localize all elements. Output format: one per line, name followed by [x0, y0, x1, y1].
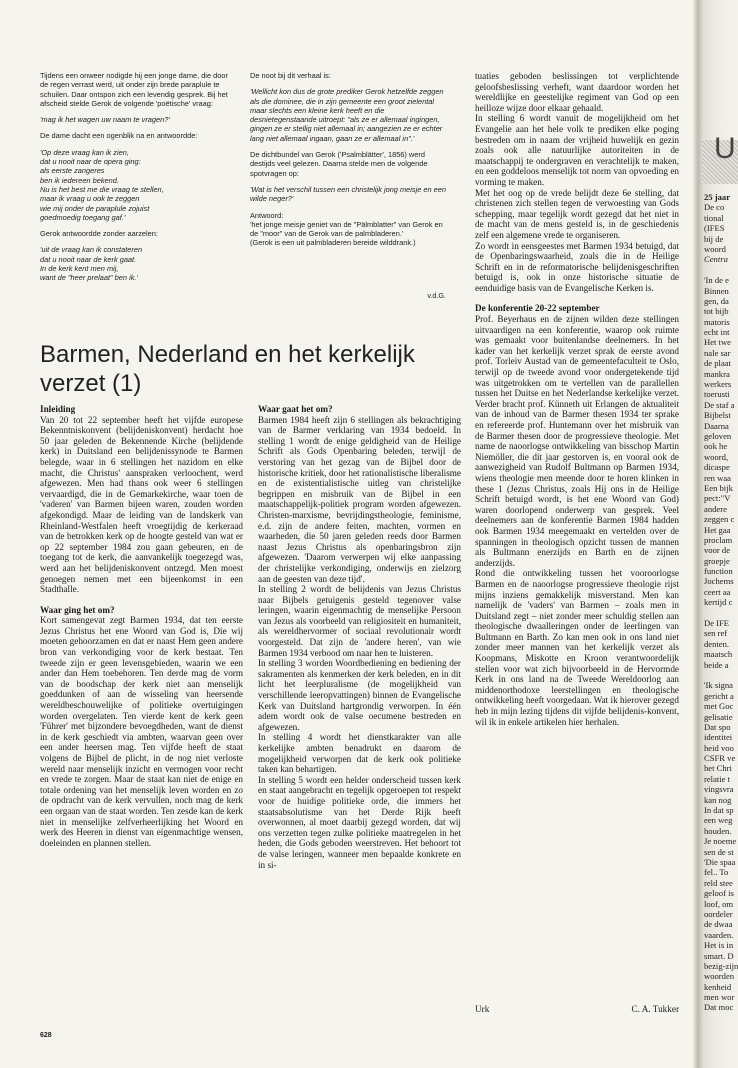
next-page-line: geloof is [704, 888, 734, 899]
next-page-line: oordeler [704, 908, 733, 919]
article-paragraph: In stelling 5 wordt een helder onderscheid tussen kerk en staat aangebracht en tegelijk opgeroepen tot respekt voor de huidige politieke orde, die immers het staatsabsolutisme van het Derde Rijk heeft overwonnen, al moet daarbij gezegd worden, dat wij ons verzetten tegen zulke politieke maatregelen in het heden, die Gods geboden weerstreven. Het behoort tot de valse leringen, wanneer men bepaalde konkrete en in si- [258, 774, 461, 870]
next-page-line: mankra [704, 368, 730, 379]
next-page-line: kan nog [704, 794, 732, 805]
next-page-line: gelisatie [704, 711, 733, 722]
anecdote-left-column [40, 71, 236, 321]
next-page-line: beide a [704, 659, 729, 670]
next-page-line: Het gaa [704, 524, 731, 535]
next-page-line: vingsvra [704, 784, 734, 795]
next-page-line: ook he [704, 441, 728, 452]
next-page-line: kertijd c [704, 597, 733, 608]
article-column-3 [475, 71, 679, 991]
article-paragraph: Barmen 1984 heeft zijn 6 stellingen als bekrachtiging van de Barmer verklaring van 1934 bedoeld. In stelling 1 wordt de enige geldigheid van de Heilige Schrift als Gods Openbaring beleden, terwijl de verstoring van het gezag van de Bijbel door de historische kritiek, door het rationalistische liberalisme en de existentialistische uitleg van christelijke begrippen en misbruik van de Bijbel in een maatschappelijk-politiek program worden afgewezen. Christen-marxisme, bevrijdingstheologie, feminisme, e.d. zijn de andere feiten, machten, vormen en waarheden, die 50 jaren geleden reeds door Barmen naast Jezus Christus als openbaringsbron zijn afgewezen. 'Daarom verwerpen wij elke aanpassing der christelijke verkondiging, onderwijs en zielzorg aan de geesten van deze tijd'. [258, 414, 461, 584]
next-page-line: de dwaa [704, 919, 733, 930]
article-paragraph: In stelling 2 wordt de belijdenis van Jezus Christus naar Bijbels getuigenis gesteld tegenover valse leringen, waarin eigenmachtig de menselijke Persoon van Jezus als voorbeeld van religiositeit en humaniteit, als wereldhervormer of sociaal revolutionair wordt voorgesteld. Dat zijn de 'andere heren', van wie Barmen 1934 verbood om naar hen te luisteren. [258, 584, 461, 658]
book-spine-shadow [692, 0, 702, 1068]
anecdote-paragraph: De noot bij dit verhaal is: [250, 71, 331, 80]
next-page-line: fel.. To [704, 867, 729, 878]
next-page-line: kenheid [704, 981, 732, 992]
next-page-line: een weg [704, 815, 733, 826]
article-paragraph: Met het oog op de vrede belijdt deze 6e stelling, dat christenen zich stellen tegen de verwoesting van Gods schepping, maar tegelijk wordt gezegd dat het niet in de macht van de mens gesteld is, in de geschiedenis zelf een algemene vrede te organiseren. [475, 187, 679, 240]
next-page-line: werkers [704, 379, 732, 390]
next-page-line: De co [704, 202, 725, 213]
article-paragraph: In stelling 4 wordt het dienstkarakter van alle kerkelijke ambten benadrukt en daarom de mogelijkheid verworpen dat de kerk ook politieke taken kan behartigen. [258, 732, 461, 775]
next-page-line: 25 jaar [704, 192, 731, 202]
article-paragraph: In stelling 6 wordt vanuit de mogelijkheid om het Evangelie aan het hele volk te prediken elke poging bestreden om in naam der vrijheid huwelijk en gezin zoals ook alle natuurlijke autoriteiten in de maatschappij te ondergraven en verachtelijk te maken, en een goddeloos menselijk tot norm van opvoeding en vorming te maken. [475, 113, 679, 187]
next-page-line: denten. [704, 638, 730, 649]
next-page-line: relatie t [704, 773, 731, 784]
article-column-2 [258, 402, 461, 1027]
next-page-line [704, 608, 738, 618]
anecdote-paragraph: Antwoord: 'het jonge meisje geniet van de "Pälmblatter" van Gerok en de "moor" van de Gerok van de palmbladeren.' (Gerok is een uit palmbladeren bereide wilddrank.) [250, 210, 443, 248]
next-page-line: groepje [704, 555, 730, 566]
next-page-line: identitei [704, 732, 733, 743]
next-page-line: matoris [704, 316, 730, 327]
next-page-line: geloven [704, 430, 732, 441]
next-page-line: (IFES [704, 223, 725, 234]
next-page-line: function [704, 566, 733, 577]
anecdote-paragraph: Gerok antwoordde zonder aarzelen: [40, 229, 158, 239]
next-page-line: 'Ik signa [704, 680, 733, 691]
next-page-line: 'Die spaa [704, 857, 736, 867]
next-page-line: ren waa [704, 472, 731, 483]
anecdote-paragraph: De dichtbundel van Gerok ('Psalmblätter', 1856) werd destijds veel gelezen. Daarna stelde men de volgende spotvragen op: [250, 150, 428, 178]
next-page-line: zeggen c [704, 514, 735, 525]
next-page-line: loof, om [704, 898, 734, 909]
next-page-line: met Goc [704, 701, 734, 712]
next-page-line: smart. D [704, 950, 734, 961]
article-paragraph: tuaties geboden beslissingen tot verplichtende geloofsbeslissing verheft, want daardoor worden het wereldlijke en geestelijke regiment van God op een heilloze wijze door elkaar gehaald. [475, 71, 679, 113]
next-page-line: woord, [704, 451, 729, 462]
section-gap [475, 293, 679, 301]
article-column-1 [40, 402, 243, 1027]
next-page-edge [702, 0, 738, 1068]
article-paragraph: Rond die ontwikkeling tussen het vooroorlogse Barmen en de naoorlogse progressieve theologie rijst mijns inziens gemakkelijk misverstand. Men kan namelijk de 'vaders' van Barmen – zoals men in Duitsland zegt – niet zonder meer schuldig stellen aan theologische dwaalleringen onder de leerlingen van Bultmann en Barth. Zo kan men ook in ons land niet zonder meer mannen van het kerkelijk verzet als Koopmans, Miskotte en Kroon verantwoordelijk stellen voor wat zich bijvoorbeeld in de Hervormde Kerk in ons land na de Tweede Wereldoorlog aan middenorthodoxe leerstellingen en theologische ontwikkeling heeft voorgedaan. Wat ik hierover gezegd heb in mijn lezing tijdens dit vijfde belijdenis-konvent, wil ik in enkele artikelen hier herhalen. [475, 568, 679, 727]
next-page-line: sen de st [704, 846, 734, 857]
next-page-line: voor de [704, 545, 731, 556]
next-page-line: De IFE [704, 618, 730, 629]
next-page-line: woorden [704, 971, 735, 982]
next-page-line: Bijbelst [704, 410, 731, 421]
section-gap [40, 595, 243, 603]
next-page-banner-letter: U [714, 132, 736, 165]
next-page-line: Dat spo [704, 721, 731, 732]
author-name: C. A. Tukker [631, 1004, 679, 1014]
next-page-line: CSFR ve [704, 753, 736, 764]
next-page-line: nale sar [704, 347, 731, 358]
next-page-line: Je noeme [704, 836, 737, 847]
article-paragraph: Kort samengevat zegt Barmen 1934, dat ten eerste Jezus Christus het ene Woord van God is, Die wij moeten gehoorzamen en dat er naast Hem geen andere bron van verkondiging voor de kerk bestaat. Ten tweede zijn er geen levensgebieden, waarin we een ander dan Hem toebehoren. Ten derde mag de vorm van de boodschap der kerk niet aan menselijk goeddunken of aan de wisseling van heersende wereldbeschouwelijke of politieke overtuigingen worden overgelaten. Ten vierde kent de kerk geen 'Führer' met bijzondere bevoegdheden, want de dienst in de kerk geschiedt via ambten, waarvan geen over een ander heersen mag. Ten vijfde heeft de staat volgens de Bijbel de plicht, in de nog niet verloste wereld naar menselijk inzicht en vermogen voor recht en vrede te zorgen. Maar de staat kan niet de enige en totale ordening van het menselijk leven worden en zo de opdracht van de kerk vervullen, noch mag de kerk een orgaan van de staat worden. Ten zesde kan de kerk niet in menselijke zelfverheerlijking het Woord en werk des Heeren in dienst van eigenmachtige wensen, doeleinden en plannen stellen. [40, 615, 243, 848]
next-page-line: pect:"V [704, 493, 731, 504]
page-number: 628 [40, 1032, 52, 1039]
next-page-line [704, 670, 738, 680]
article-paragraph: Prof. Beyerhaus en de zijnen wilden deze stellingen uitvaardigen na een konferentie, waarop ook ruimte was gemaakt voor buitenlandse deelnemers. In het kader van het kerkelijk verzet sprak de eerste avond prof. Torleiv Austad van de gemeentefaculteit te Oslo, terwijl op de tweede avond voor ondergetekende tijd was uitgetrokken om te vertellen van de parallellen tussen het Duitse en het Nederlandse kerkelijke verzet. Verder bracht prof. Künneth uit Erlangen de aktualiteit van de inhoud van de Barmer thesen 1934 ter sprake en refereerde prof. Huntemann over het misbruik van de Barmer thesen door de progressieve theologie. Met name de naoorlogse ontwikkeling van bisschop Martin Niemöller, die dit jaar gestorven is, en vooral ook de aanwezigheid van Rudolf Bultmann op Barmen 1934, wiens theologie men meende door te horen klinken in these 1 (Jezus Christus, zoals Hij ons in de Heilige Schrift betuigd wordt, is het ene Woord van God) waren doorlopend onderwerp van gesprek. Veel deelnemers aan de konferentie Barmen 1984 hadden ook Barmen 1934 meegemaakt en vertelden over de spanningen in theologisch opzicht tussen de mannen als Bultmann enerzijds en Barth en de zijnen anderzijds. [475, 314, 679, 568]
article-title: Barmen, Nederland en het kerkelijk verzet (1) [40, 341, 415, 397]
anecdote-paragraph: De dame dacht een ogenblik na en antwoordde: [40, 131, 198, 141]
article-paragraph: In stelling 3 worden Woordbediening en bediening der sakramenten als kenmerken der kerk beleden, en in dit licht het leerpluralisme (de mogelijkheid van verschillende leeropvattingen) binnen de Evangelische Kerk van Duitsland hartgrondig verworpen. In één adem wordt ook de valse oecumene bestreden en afgewezen. [258, 658, 461, 732]
anecdote-paragraph: Tijdens een onweer nodigde hij een jonge dame, die door de regen verrast werd, uit onder zijn brede paraplule te schuilen. Daar ontspon zich een levendig gesprek. Bij het afscheid stelde Gerok de volgende 'poëtische' vraag: [40, 71, 228, 108]
next-page-line: Een bijk [704, 482, 733, 493]
anecdote-paragraph: 'uit de vraag kan ik constateren dat u nooit naar de kerk gaat. In de kerk kent men mij, want de "heer prelaat" ben ik.' [40, 245, 143, 283]
next-page-line: proclam [704, 534, 733, 545]
next-page-line: houden. [704, 825, 732, 836]
next-page-line: het Chri [704, 763, 732, 774]
next-page-line: woord [704, 243, 726, 254]
next-page-line: tional [704, 212, 724, 223]
next-page-line: bij de [704, 233, 724, 244]
next-page-line: Dat moc [704, 1002, 734, 1013]
anecdote-paragraph: 'Wellicht kon dus de grote prediker Gerok hetzelfde zeggen als die dominee, die in zijn gemeente een groot zielental maar slechts een kleine kerk heeft en die desnietegenstaande uitroept: "als ze er allemaal ingingen, gingen ze er stellig niet allemaal in; aangezien ze er echter lang niet allemaal ingaan, gaan ze er allemaal in".' [250, 87, 444, 143]
next-page-line: echt int [704, 327, 730, 338]
next-page-line: gen, da [704, 295, 729, 306]
next-page-line: andere [704, 503, 727, 514]
next-page-line: ceert aa [704, 586, 731, 597]
next-page-line: Centra [704, 254, 728, 265]
next-page-line: In dat sp [704, 805, 734, 816]
next-page-line: Daarna [704, 420, 729, 431]
section-heading: Inleiding [40, 404, 76, 414]
article-paragraph: Van 20 tot 22 september heeft het vijfde europese Bekenntniskonvent (belijdeniskonvent) herdacht hoe 50 jaar geleden de Bekennende Kirche (belijdende kerk) in Duitsland een belijdenissynode te Barmen belegde, waar in 6 stellingen het nazidom en elke macht, die Christus' aanspraken verloochent, werd afgewezen. Men had thans ook weer 6 stellingen vervaardigd, die in de Gemarkekirche, waar toen de 'vaderen' van Barmen bijeen waren, zouden worden afgekondigd. Maar de leiding van de landskerk van Rheinland-Westfalen heeft vroegtijdig de kerkeraad van de betrokken kerk op de hoogte gesteld van wat er op 22 september 1984 zou gaan gebeuren, en de toegang tot de kerk, die aanvankelijk toegezegd was, werd aan het belijdeniskonvent ontzegd. Men moest genoegen nemen met een bijeenkomst in een Stadthalle. [40, 414, 243, 595]
next-page-line: De staf a [704, 399, 735, 410]
next-page-line: de plaat [704, 358, 731, 369]
next-page-line [704, 265, 738, 275]
next-page-line: Het twe [704, 337, 731, 348]
article-paragraph: Zo wordt in eensgeestes met Barmen 1934 betuigd, dat de Openbaringswaarheid, zoals die in de Heilige Schrift en in de reformatorische belijdenisgeschriften betuigd is, ook in onze historische situatie de eenduidige basis van de Evangelische Kerken is. [475, 240, 679, 293]
next-page-line: gericht a [704, 690, 734, 701]
section-heading: Waar ging het om? [40, 604, 115, 615]
next-page-line: toerusti [704, 389, 730, 400]
next-page-line: bezig-zijn [704, 960, 738, 971]
section-heading: De konferentie 20-22 september [475, 303, 600, 314]
next-page-line: 'In de e [704, 275, 729, 286]
next-page-line: men wor [704, 992, 735, 1003]
section-heading: Waar gaat het om? [258, 404, 333, 414]
anecdote-paragraph: 'Wat is het verschil tussen een christelijk jong meisje en een wilde neger?' [250, 184, 446, 204]
next-page-line: tot bijb [704, 306, 729, 317]
anecdote-paragraph: 'Op deze vraag kan ik zien, dat u nooit naar de opera ging: als eerste zangeres ben ik iedereen bekend. Nu is het best me die vraag te stellen, maar ik vraag u ook te zeggen wie mij onder de paraplule zojuist goedmoedig toegang gaf.' [40, 147, 164, 222]
next-page-line: Jochems [704, 576, 734, 587]
next-page-line: Binnen [704, 285, 729, 296]
author-location: Urk [475, 1004, 490, 1014]
next-page-line: Het is in [704, 940, 734, 951]
next-page-line: vaarden. [704, 929, 734, 940]
next-page-line: reld stee [704, 877, 733, 888]
next-page-line: heid voo [704, 742, 734, 753]
next-page-text [704, 192, 738, 1013]
anecdote-paragraph: 'mag ik het wagen uw naam te vragen?' [40, 115, 170, 125]
anecdote-right-column [250, 71, 446, 321]
next-page-line: maatsch [704, 649, 733, 660]
anecdote-signature: v.d.G. [427, 291, 446, 300]
next-page-line: sen ref [704, 628, 728, 639]
next-page-line: dicaspe [704, 462, 730, 473]
